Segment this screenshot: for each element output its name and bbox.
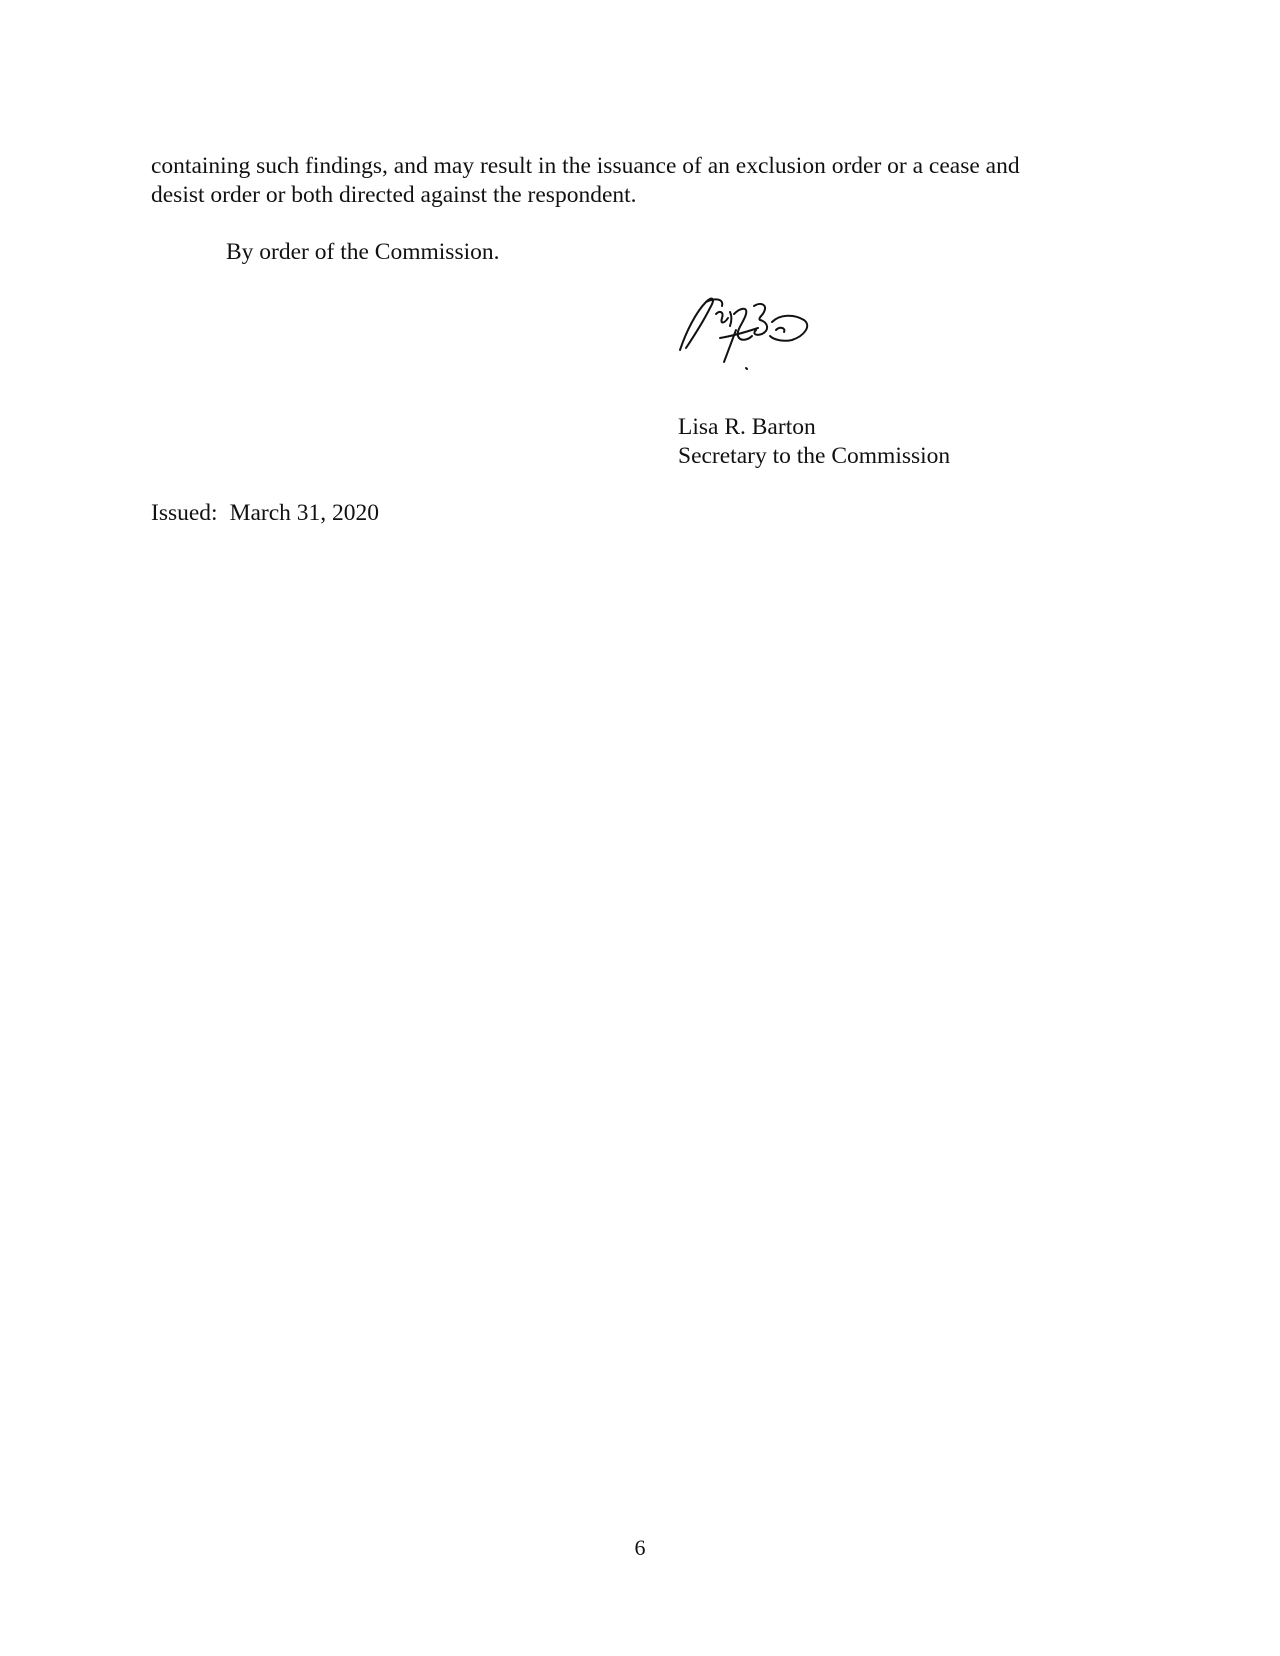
signatory-name: Lisa R. Barton: [678, 414, 816, 440]
signatory-title: Secretary to the Commission: [678, 443, 951, 469]
body-paragraph-line: desist order or both directed against the respondent.: [151, 182, 637, 208]
issued-date: March 31, 2020: [229, 500, 380, 526]
issued-line: [151, 499, 379, 528]
issued-label: Issued:: [151, 500, 218, 526]
body-paragraph-line: containing such findings, and may result in the issuance of an exclusion order or a cease and: [151, 153, 1020, 179]
page-number: 6: [634, 1535, 646, 1560]
handwritten-signature: [676, 292, 832, 376]
by-order-statement: By order of the Commission.: [226, 239, 500, 265]
